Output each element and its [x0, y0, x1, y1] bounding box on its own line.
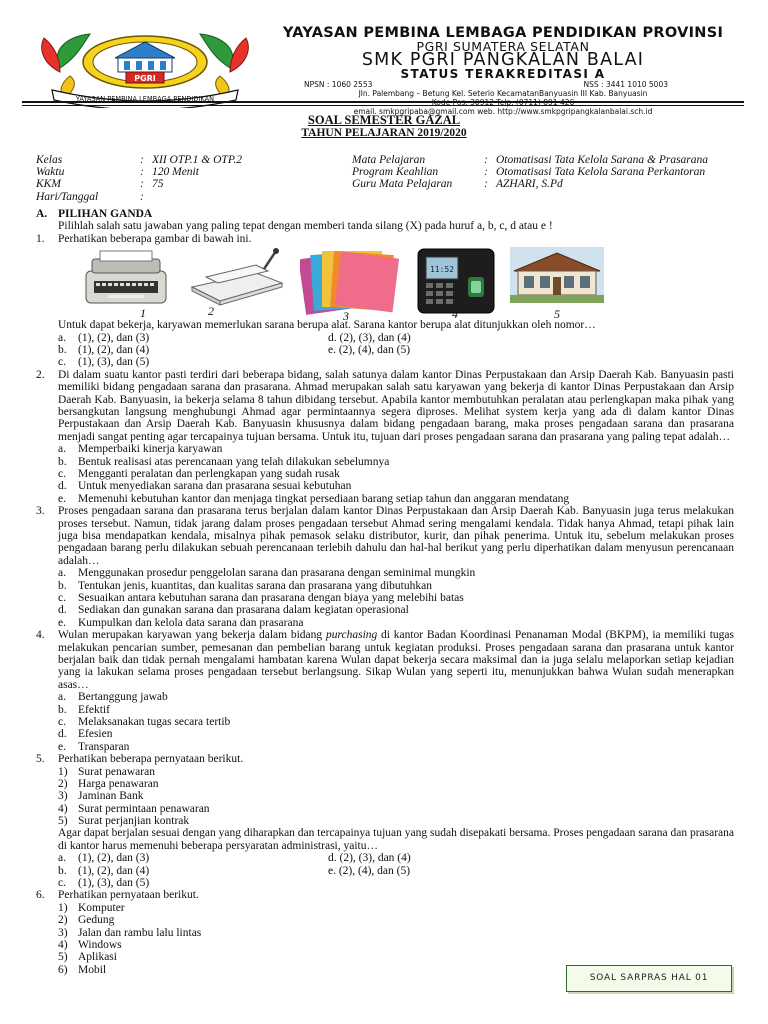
info-key: Kelas — [36, 154, 63, 166]
options-grid — [58, 332, 734, 369]
npsn: NPSN : 1060 2553 — [304, 80, 373, 89]
statement-item: 4) Surat permintaan penawaran — [58, 802, 210, 815]
question-lead: Perhatikan pernyataan berikut. — [58, 889, 199, 902]
info-key: Hari/Tanggal — [36, 190, 99, 203]
options-grid — [58, 852, 734, 889]
option-c[interactable]: c. Mengganti peralatan dan perlengkapan yang sudah rusak — [58, 467, 340, 480]
foundation-name: YAYASAN PEMBINA LEMBAGA PENDIDIKAN PROVINSI — [282, 25, 724, 41]
info-value: XII OTP.1 & OTP.2 — [152, 154, 242, 166]
statement-item: 5) Surat perjanjian kontrak — [58, 815, 190, 828]
question-1-pictures — [36, 247, 734, 324]
logo-badge-text: PGRI — [134, 74, 156, 83]
section-instruction: Pilihlah salah satu jawaban yang paling tepat dengan memberi tanda silang (X) pada huruf a, b, c, d atau e ! — [58, 220, 553, 233]
document-subtitle: TAHUN PELAJARAN 2019/2020 — [301, 127, 467, 139]
option-b[interactable]: b. Tentukan jenis, kuantitas, dan kualitas sarana dan prasarana yang dibutuhkan — [58, 579, 432, 592]
info-key: Waktu — [36, 166, 65, 179]
question-2 — [36, 369, 734, 505]
info-row: Kelas : XII OTP.1 & OTP.2 — [36, 154, 242, 166]
option-c[interactable]: c. Sesuaikan antara kebutuhan sarana dan prasarana dengan biaya yang melebihi batas — [58, 591, 464, 604]
logo-ribbon-text: YAYASAN PEMBINA LEMBAGA PENDIDIKAN — [75, 95, 215, 103]
option-b[interactable]: b. Efektif — [58, 703, 110, 716]
statement-item: 1) Komputer — [58, 901, 125, 914]
question-3 — [36, 505, 734, 629]
info-left — [36, 154, 242, 203]
option-d[interactable]: d. Untuk menyediakan sarana dan prasarana sesuai kebutuhan — [58, 480, 352, 493]
info-row: Hari/Tanggal : — [36, 190, 144, 203]
info-right — [352, 154, 708, 191]
binding-machine-image — [186, 247, 286, 307]
option-b[interactable]: b. (1), (2), dan (4) — [58, 864, 150, 877]
option-e[interactable]: e. (2), (4), dan (5) — [328, 343, 411, 356]
picture-label-4: 4 — [452, 307, 458, 322]
option-c[interactable]: c. (1), (3), dan (5) — [58, 877, 150, 890]
option-c[interactable]: c. Melaksanakan tugas secara tertib — [58, 715, 231, 728]
info-row: Waktu : 120 Menit — [36, 166, 199, 179]
statement-item: 5) Aplikasi — [58, 951, 117, 964]
picture-label-2: 2 — [208, 304, 214, 319]
info-row: KKM : 75 — [36, 178, 164, 191]
question-number: 4. — [36, 629, 45, 642]
question-lead: Perhatikan beberapa gambar di bawah ini. — [58, 232, 252, 245]
option-e[interactable]: e. Transparan — [58, 740, 130, 753]
page-footer-tag: SOAL SARPRAS HAL 01 — [566, 965, 732, 992]
picture-label-1: 1 — [140, 306, 146, 321]
info-row: Mata Pelajaran : Otomatisasi Tata Kelola Sarana & Prasarana — [352, 154, 709, 166]
section-letter: A. — [36, 208, 48, 220]
question-text: Di dalam suatu kantor pasti terdiri dari beberapa bidang, salah satunya dalam kantor Dinas Perpustakaan dan Arsip Daerah Kab. Banyuasin pasti memiliki bidang pengadaan sarana dan prasarana. Ahmad merupakan salah satu karyawan yang bekerja di kantor Dinas Perpustakaan dan Arsip Daerah Kab. Banyuasin, ia bekerja selama 8 tahun dibidang tersebut. Apabila kantor membutuhkan peralatan atau perlengkapan maka pihak yang bersangkutan langsung menghubungi Ahmad agar permintaannya segera diproses. Melihat system kerja yang ada di dalam kantor Dinas Perpustakaan dan Arsip Daerah Kab. Banyuasin khususnya dalam bidang pengadaan barang, maka proses pengadaan sarana dan prasarana menjadi sangat penting agar tercapainya tujuan bersama. Untuk itu, tujuan dari proses pengadaan sarana dan prasarana yang paling tepat adalah… — [58, 368, 734, 443]
header-rule-thick — [22, 101, 744, 103]
statement-item: 2) Harga penawaran — [58, 777, 159, 790]
question-number: 2. — [36, 368, 45, 381]
option-b[interactable]: b. (1), (2), dan (4) — [58, 343, 150, 356]
option-e[interactable]: e. Memenuhi kebutuhan kantor dan menjaga tingkat persediaan barang setiap tahun dan anggaran mendatang — [58, 492, 570, 505]
question-6 — [36, 889, 734, 976]
question-number: 1. — [36, 232, 45, 245]
registration-numbers — [248, 80, 758, 89]
attendance-machine-image — [414, 247, 498, 315]
email-web: email. smkpgripaba@gmail.com web. http://www.smkpgripangkalanbalai.sch.id — [353, 107, 653, 116]
option-a[interactable]: a. Bertanggung jawab — [58, 691, 168, 704]
document-title: SOAL SEMESTER GAZAL — [307, 113, 461, 127]
statement-item: 3) Jaminan Bank — [58, 790, 144, 803]
question-4 — [36, 629, 734, 753]
clock-display: 11:52 — [429, 265, 455, 275]
option-b[interactable]: b. Bentuk realisasi atas perencanaan yang telah dilakukan sebelumnya — [58, 455, 390, 468]
postal-phone: Kode Pos. 30912 Telp. (0711) 891 426 — [431, 98, 575, 107]
statement-item: 6) Mobil — [58, 963, 107, 976]
question-lead: Perhatikan beberapa pernyataan berikut. — [58, 753, 244, 766]
region-name: PGRI SUMATERA SELATAN — [416, 39, 590, 54]
building-photo-image — [510, 247, 604, 303]
option-d[interactable]: d. Efesien — [58, 728, 113, 741]
question-1 — [36, 233, 734, 245]
option-d[interactable]: d. Sediakan dan gunakan sarana dan prasarana dalam kegiatan operasional — [58, 604, 409, 617]
typewriter-image — [80, 247, 172, 307]
statement-item: 2) Gedung — [58, 914, 115, 927]
question-5 — [36, 753, 734, 889]
option-a[interactable]: a. (1), (2), dan (3) — [58, 852, 150, 865]
info-value: 120 Menit — [152, 166, 199, 179]
statement-item: 3) Jalan dan rambu lalu lintas — [58, 926, 202, 939]
question-number: 6. — [36, 889, 45, 902]
question-number: 3. — [36, 505, 45, 518]
folders-image — [300, 247, 400, 315]
option-d[interactable]: d. (2), (3), dan (4) — [328, 331, 411, 344]
question-number: 5. — [36, 753, 45, 766]
school-name: SMK PGRI PANGKALAN BALAI — [361, 50, 645, 70]
info-value: 75 — [152, 178, 164, 191]
info-value: Otomatisasi Tata Kelola Sarana Perkantoran — [496, 166, 706, 179]
option-e[interactable]: e. Kumpulkan dan kelola data sarana dan prasarana — [58, 616, 304, 629]
exam-content — [36, 208, 734, 976]
picture-label-5: 5 — [554, 307, 560, 322]
info-row: Program Keahlian : Otomatisasi Tata Kelola Sarana Perkantoran — [352, 166, 706, 179]
info-key: Program Keahlian — [352, 166, 439, 179]
statement-item: 1) Surat penawaran — [58, 765, 155, 778]
address: Jln. Palembang – Betung Kel. Seterio KecamatanBanyuasin III Kab. Banyuasin — [358, 89, 648, 98]
statement-item: 4) Windows — [58, 939, 122, 952]
question-text: Untuk dapat bekerja, karyawan memerlukan sarana berupa alat. Sarana kantor berupa alat ditunjukkan oleh nomor… — [58, 319, 596, 332]
info-key: Guru Mata Pelajaran — [352, 178, 453, 191]
option-c[interactable]: c. (1), (3), dan (5) — [58, 356, 150, 369]
section-title: PILIHAN GANDA — [58, 208, 153, 220]
nss: NSS : 3441 1010 5003 — [583, 80, 668, 89]
letterhead — [20, 20, 748, 116]
section-heading — [36, 208, 734, 220]
info-key: Mata Pelajaran — [352, 154, 426, 166]
option-e[interactable]: e. (2), (4), dan (5) — [328, 864, 411, 877]
info-key: KKM — [36, 178, 61, 191]
info-value: Otomatisasi Tata Kelola Sarana & Prasarana — [496, 154, 709, 166]
question-text: Agar dapat berjalan sesuai dengan yang diharapkan dan tercapainya tujuan yang sudah disepakati bersama. Proses pengadaan sarana dan prasarana di kantor harus memenuhi beberapa persyaratan administrasi, yaitu… — [58, 827, 734, 852]
info-row: Guru Mata Pelajaran : AZHARI, S.Pd — [352, 178, 563, 191]
question-text: Proses pengadaan sarana dan prasarana terus berjalan dalam kantor Dinas Perpustakaan dan Arsip Daerah Kab. Banyuasin juga terus melakukan proses tersebut. Namun, tidak jarang dalam proses pengadaan tersebut Ahmad sering mengalami kendala. Tidak hanya Ahmad, tetapi pihak lain juga bisa mendapatkan kendala, misalnya pihak pemasok selaku distributor, kurir, dan pihak penerima. Untuk itu, sebelum melakukan proses pengadaan barang perlu dilakukan sebuah perencanaan terlebih dahulu dan hal-hal berikut yang perlu diperhatikan dalam menyusun perencanaan adalah… — [58, 505, 734, 567]
option-d[interactable]: d. (2), (3), dan (4) — [328, 852, 411, 865]
accreditation-status: STATUS TERAKREDITASI A — [400, 67, 606, 81]
option-a[interactable]: a. Memperbaiki kinerja karyawan — [58, 443, 223, 456]
header-rule-thin — [22, 105, 744, 106]
info-value: AZHARI, S.Pd — [496, 178, 563, 191]
option-a[interactable]: a. (1), (2), dan (3) — [58, 331, 150, 344]
question-text: Wulan merupakan karyawan yang bekerja dalam bidang purchasing di kantor Badan Koordinasi Penanaman Modal (BKPM), ia memiliki tugas melakukan pencarian sumber, pemesanan dan pembelian barang untuk kegiatan produksi. Proses pengadaan sarana dan prasarana untuk kantor berjalan baik dan tidak pernah mengalami hambatan karena Wulan dapat bekerja secara maksimal dan ia juga selalu melaporkan setiap kejadian yang ia lakukan selama proses pengadaan tersebut berlangsung. Sikap Wulan yang seperti itu, menunjukkan bahwa Wulan sudah menerapkan asas… — [58, 629, 734, 691]
picture-label-3: 3 — [343, 309, 349, 324]
school-logo — [30, 28, 260, 108]
option-a[interactable]: a. Menggunakan prosedur penggelolan sarana dan prasarana dengan seminimal mungkin — [58, 567, 476, 580]
